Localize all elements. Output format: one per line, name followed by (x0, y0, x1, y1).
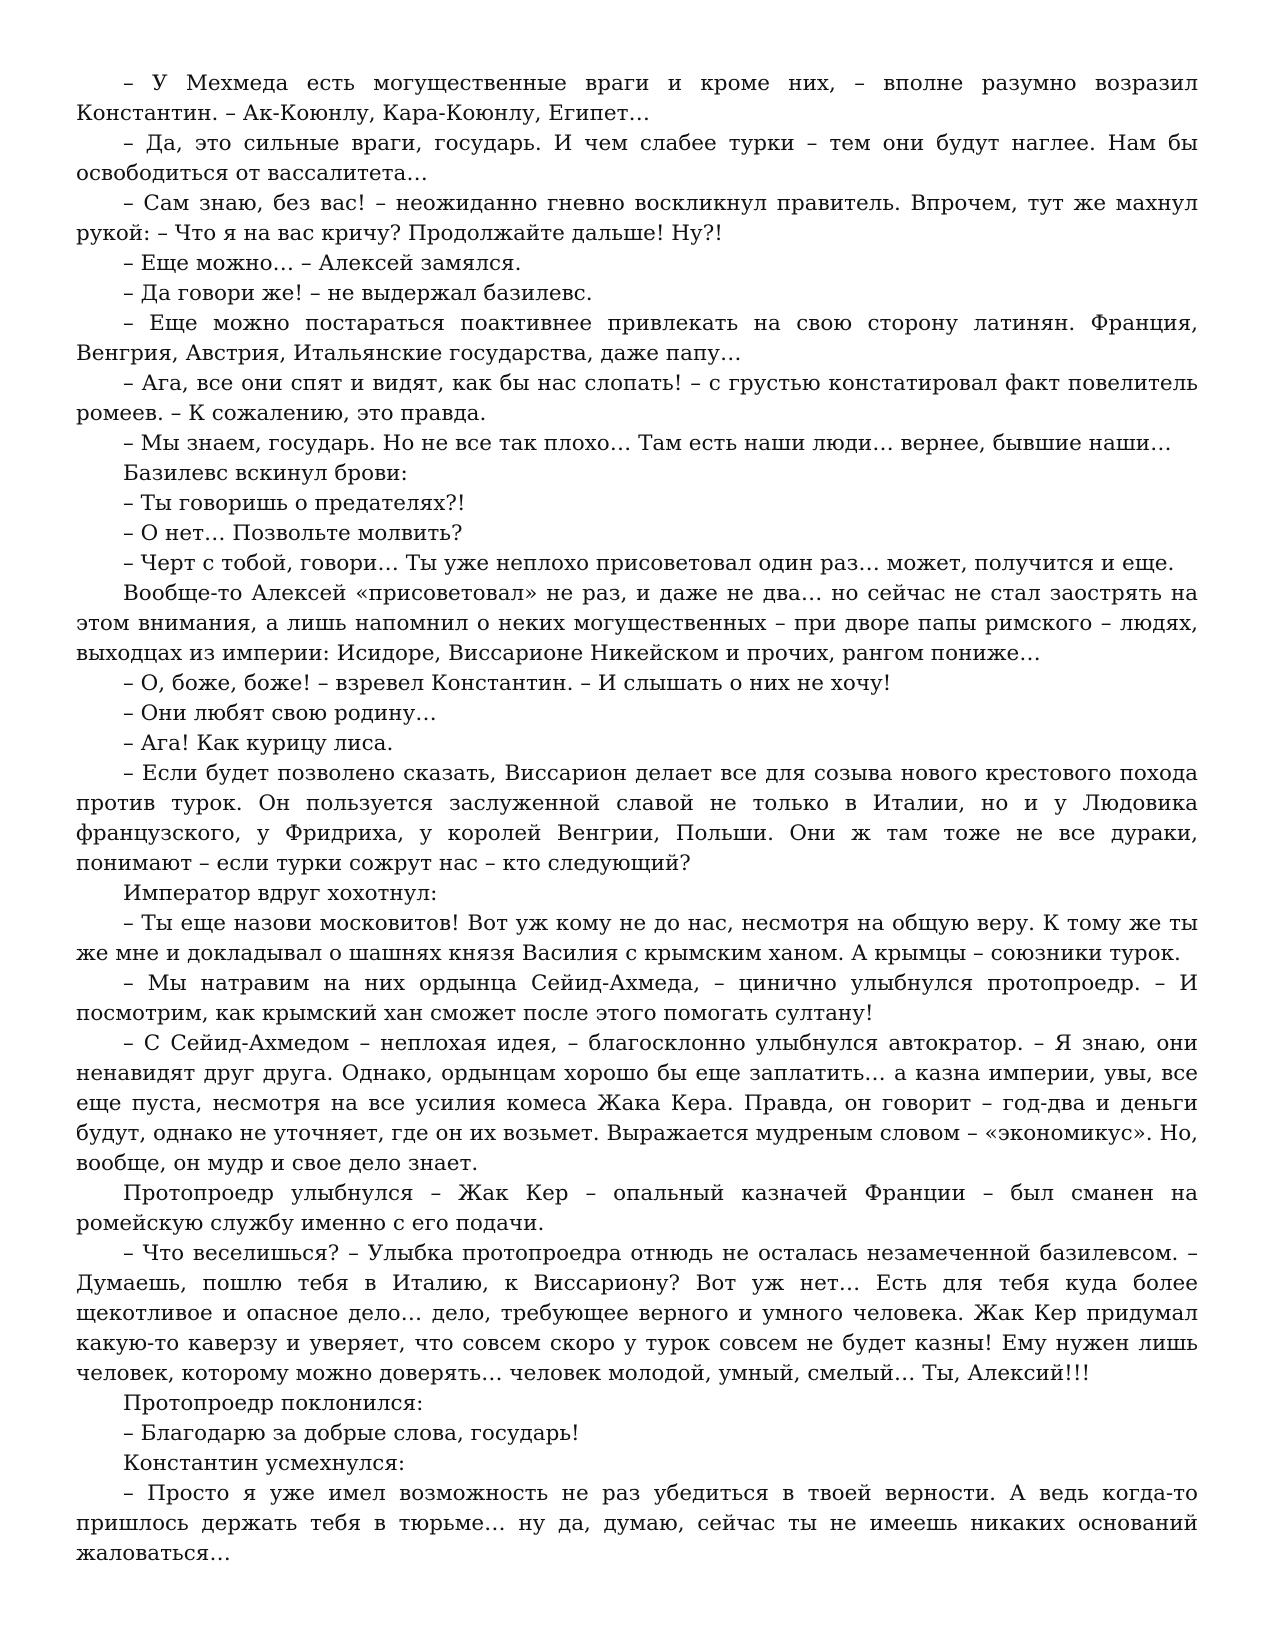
paragraph-23: – Что веселишься? – Улыбка протопроедра отнюдь не осталась незамеченной базилевсом. – Думаешь, пошлю тебя в Италию, к Виссариону? Вот уж нет… Есть для тебя куда более щекотливое и опасное дело… дело, требующее верного и умного человека. Жак Кер придумал какую-то каверзу и уверяет, что совсем скоро у турок совсем не будет казны! Ему нужен лишь человек, которому можно доверять… человек молодой, умный, смелый… Ты, Алексий!!! (76, 1241, 1198, 1386)
paragraph-7: – Ага, все они спят и видят, как бы нас слопать! – с грустью констатировал факт повелитель ромеев. – К сожалению, это правда. (76, 371, 1198, 426)
paragraph-9: Базилевс вскинул брови: (123, 461, 408, 486)
paragraph-4: – Еще можно… – Алексей замялся. (123, 251, 522, 276)
paragraph-13: Вообще-то Алексей «присоветовал» не раз, и даже не два… но сейчас не стал заострять на этом внимания, а лишь напомнил о неких могущественных – при дворе папы римского – людях, выходцах из империи: Исидоре, Виссарионе Никейском и прочих, рангом пониже… (76, 581, 1198, 666)
paragraph-16: – Ага! Как курицу лиса. (123, 731, 394, 756)
paragraph-15: – Они любят свою родину… (123, 701, 437, 726)
paragraph-19: – Ты еще назови московитов! Вот уж кому не до нас, несмотря на общую веру. К тому же ты же мне и докладывал о шашнях князя Василия с крымским ханом. А крымцы – союзники турок. (76, 911, 1198, 966)
paragraph-20: – Мы натравим на них ордынца Сейид-Ахмеда, – цинично улыбнулся протопроедр. – И посмотрим, как крымский хан сможет после этого помогать султану! (76, 971, 1198, 1026)
paragraph-27: – Просто я уже имел возможность не раз убедиться в твоей верности. А ведь когда-то пришлось держать тебя в тюрьме… ну да, думаю, сейчас ты не имеешь никаких оснований жаловаться… (76, 1481, 1198, 1566)
paragraph-22: Протопроедр улыбнулся – Жак Кер – опальный казначей Франции – был сманен на ромейскую службу именно с его подачи. (76, 1181, 1198, 1236)
paragraph-3: – Сам знаю, без вас! – неожиданно гневно воскликнул правитель. Впрочем, тут же махнул рукой: – Что я на вас кричу? Продолжайте дальше! Ну?! (76, 191, 1198, 246)
paragraph-12: – Черт с тобой, говори… Ты уже неплохо присоветовал один раз… может, получится и еще. (123, 551, 1175, 576)
paragraph-17: – Если будет позволено сказать, Виссарион делает все для созыва нового крестового похода против турок. Он пользуется заслуженной славой не только в Италии, но и у Людовика французского, у Фридриха, у королей Венгрии, Польши. Они ж там тоже не все дураки, понимают – если турки сожрут нас – кто следующий? (76, 761, 1198, 876)
paragraph-21: – С Сейид-Ахмедом – неплохая идея, – благосклонно улыбнулся автократор. – Я знаю, они ненавидят друг друга. Однако, ордынцам хорошо бы еще заплатить… а казна империи, увы, все еще пуста, несмотря на все усилия комеса Жака Кера. Правда, он говорит – год-два и деньги будут, однако не уточняет, где он их возьмет. Выражается мудреным словом – «экономикус». Но, вообще, он мудр и свое дело знает. (76, 1031, 1198, 1176)
paragraph-11: – О нет… Позвольте молвить? (123, 521, 463, 546)
paragraph-8: – Мы знаем, государь. Но не все так плохо… Там есть наши люди… вернее, бывшие наши… (123, 431, 1172, 456)
paragraph-18: Император вдруг хохотнул: (123, 881, 438, 906)
paragraph-1: – У Мехмеда есть могущественные враги и кроме них, – вполне разумно возразил Константин. – Ак-Коюнлу, Кара-Коюнлу, Египет… (76, 71, 1198, 126)
paragraph-25: – Благодарю за добрые слова, государь! (123, 1421, 580, 1446)
paragraph-24: Протопроедр поклонился: (123, 1391, 424, 1416)
paragraph-2: – Да, это сильные враги, государь. И чем слабее турки – тем они будут наглее. Нам бы освободиться от вассалитета… (76, 131, 1198, 186)
paragraph-26: Константин усмехнулся: (123, 1451, 406, 1476)
paragraph-14: – О, боже, боже! – взревел Константин. – И слышать о них не хочу! (123, 671, 892, 696)
paragraph-10: – Ты говоришь о предателях?! (123, 491, 466, 516)
paragraph-6: – Еще можно постараться поактивнее привлекать на свою сторону латинян. Франция, Венгрия, Австрия, Итальянские государства, даже папу… (76, 311, 1198, 366)
paragraph-5: – Да говори же! – не выдержал базилевс. (123, 281, 593, 306)
